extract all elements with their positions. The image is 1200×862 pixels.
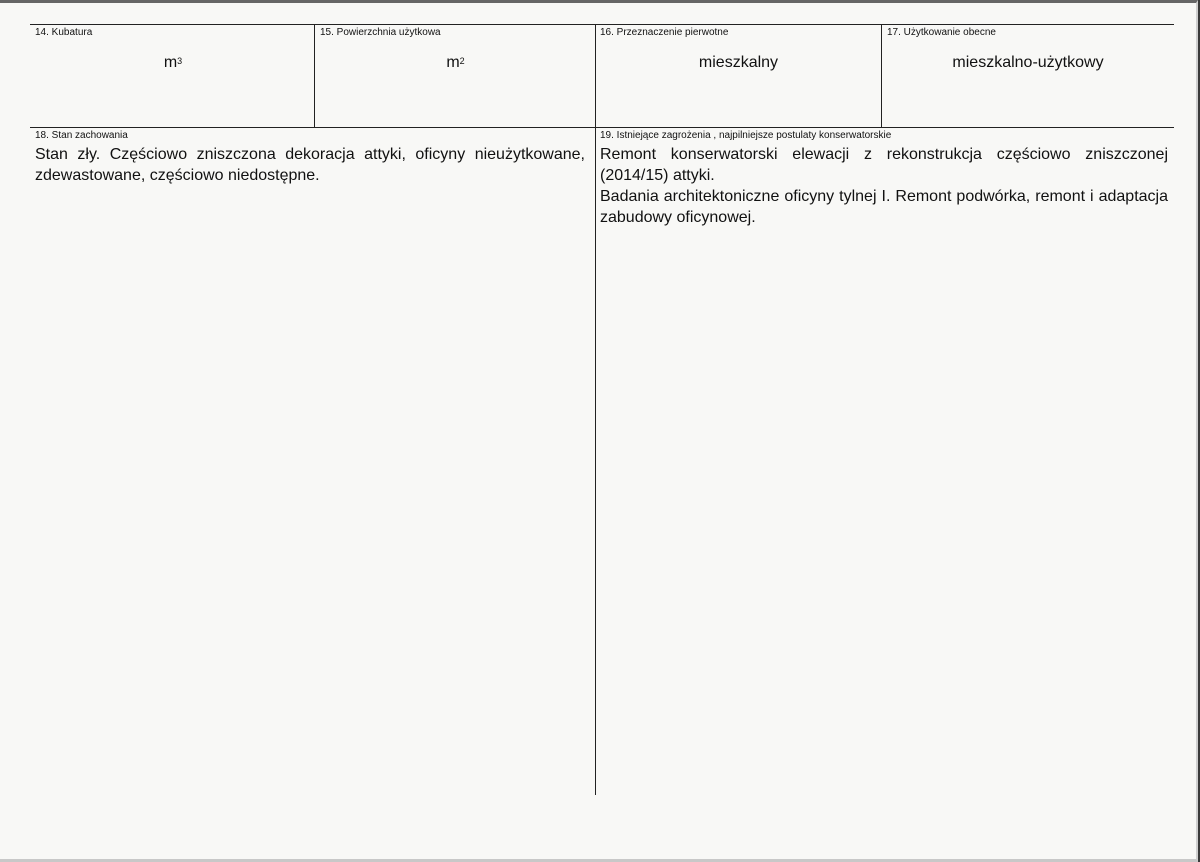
field-przeznaczenie-value: mieszkalny [698, 54, 779, 71]
field-stan-label: 18. Stan zachowania [35, 130, 128, 141]
middle-rule [30, 127, 1174, 128]
divider-14-15 [314, 24, 315, 127]
field-zagrozenia-text [600, 144, 1168, 228]
field-zagrozenia-label: 19. Istniejące zagrożenia , najpilniejsze postulaty konserwatorskie [600, 130, 892, 141]
field-kubatura-unit [32, 53, 314, 73]
divider-main [595, 24, 596, 795]
powierzchnia-unit-base: m [446, 54, 460, 71]
field-powierzchnia-label: 15. Powierzchnia użytkowa [320, 27, 441, 38]
field-kubatura-label: 14. Kubatura [35, 27, 93, 38]
zagrozenia-paragraph-1: Remont konserwatorski elewacji z rekonstrukcja częściowo zniszczonej (2014/15) attyki. [600, 146, 1168, 184]
field-stan-text [35, 144, 585, 186]
kubatura-unit-exponent: 3 [177, 56, 183, 66]
kubatura-unit-base: m [163, 54, 178, 71]
field-uzytkowanie-value: mieszkalno-użytkowy [952, 54, 1104, 71]
field-powierzchnia-unit [316, 53, 595, 73]
divider-16-17 [881, 24, 882, 127]
field-uzytkowanie-label: 17. Użytkowanie obecne [887, 27, 996, 38]
top-rule [30, 24, 1174, 25]
powierzchnia-unit-exponent: 2 [459, 56, 465, 66]
field-przeznaczenie-label: 16. Przeznaczenie pierwotne [600, 27, 729, 38]
stan-paragraph: Stan zły. Częściowo zniszczona dekoracja attyki, oficyny nieużytkowane, zdewastowane, częściowo niedostępne. [35, 146, 585, 184]
zagrozenia-paragraph-2: Badania architektoniczne oficyny tylnej I. Remont podwórka, remont i adaptacja zabudowy oficynowej. [600, 188, 1168, 226]
